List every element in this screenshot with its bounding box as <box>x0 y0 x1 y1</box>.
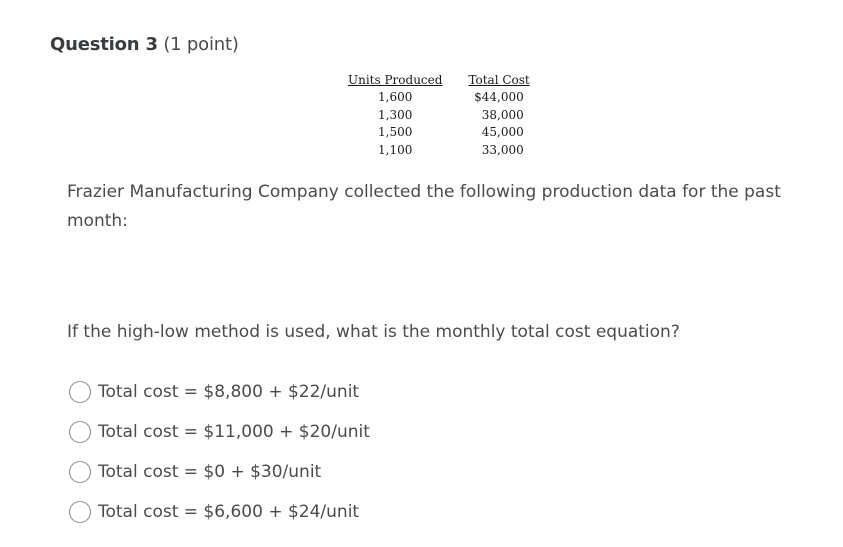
units-produced-header: Units Produced <box>348 73 443 87</box>
table-row <box>342 124 536 142</box>
question-title: Question 3 <box>50 34 158 55</box>
cost-cell: $44,000 <box>474 90 524 104</box>
answer-option[interactable] <box>69 412 370 452</box>
answer-choices <box>69 372 370 532</box>
question-header <box>50 34 239 55</box>
answer-option-label[interactable]: Total cost = $8,800 + $22/unit <box>98 382 360 402</box>
answer-option[interactable] <box>69 492 370 532</box>
question-prompt: If the high-low method is used, what is the monthly total cost equation? <box>67 322 680 342</box>
total-cost-header: Total Cost <box>468 73 530 87</box>
table-row <box>342 107 536 125</box>
answer-option[interactable] <box>69 452 370 492</box>
cost-cell: 38,000 <box>481 107 524 122</box>
cost-cell: 33,000 <box>481 142 524 157</box>
answer-option-label[interactable]: Total cost = $6,600 + $24/unit <box>98 502 360 522</box>
table-header-row <box>342 71 536 89</box>
table-row <box>342 89 536 107</box>
question-stem: Frazier Manufacturing Company collected the following production data for the past month: <box>67 182 781 231</box>
answer-option-label[interactable]: Total cost = $0 + $30/unit <box>98 462 322 482</box>
cost-cell: 45,000 <box>481 125 524 139</box>
units-cell: 1,100 <box>378 142 413 157</box>
radio-button[interactable] <box>69 381 91 403</box>
units-cell: 1,600 <box>378 90 413 104</box>
production-data-table <box>342 71 536 159</box>
answer-option[interactable] <box>69 372 370 412</box>
question-points: (1 point) <box>163 34 239 55</box>
units-cell: 1,500 <box>378 125 413 139</box>
table-row <box>342 142 536 160</box>
answer-option-label[interactable]: Total cost = $11,000 + $20/unit <box>98 422 370 442</box>
radio-button[interactable] <box>69 461 91 483</box>
radio-button[interactable] <box>69 421 91 443</box>
units-cell: 1,300 <box>378 107 413 122</box>
radio-button[interactable] <box>69 501 91 523</box>
